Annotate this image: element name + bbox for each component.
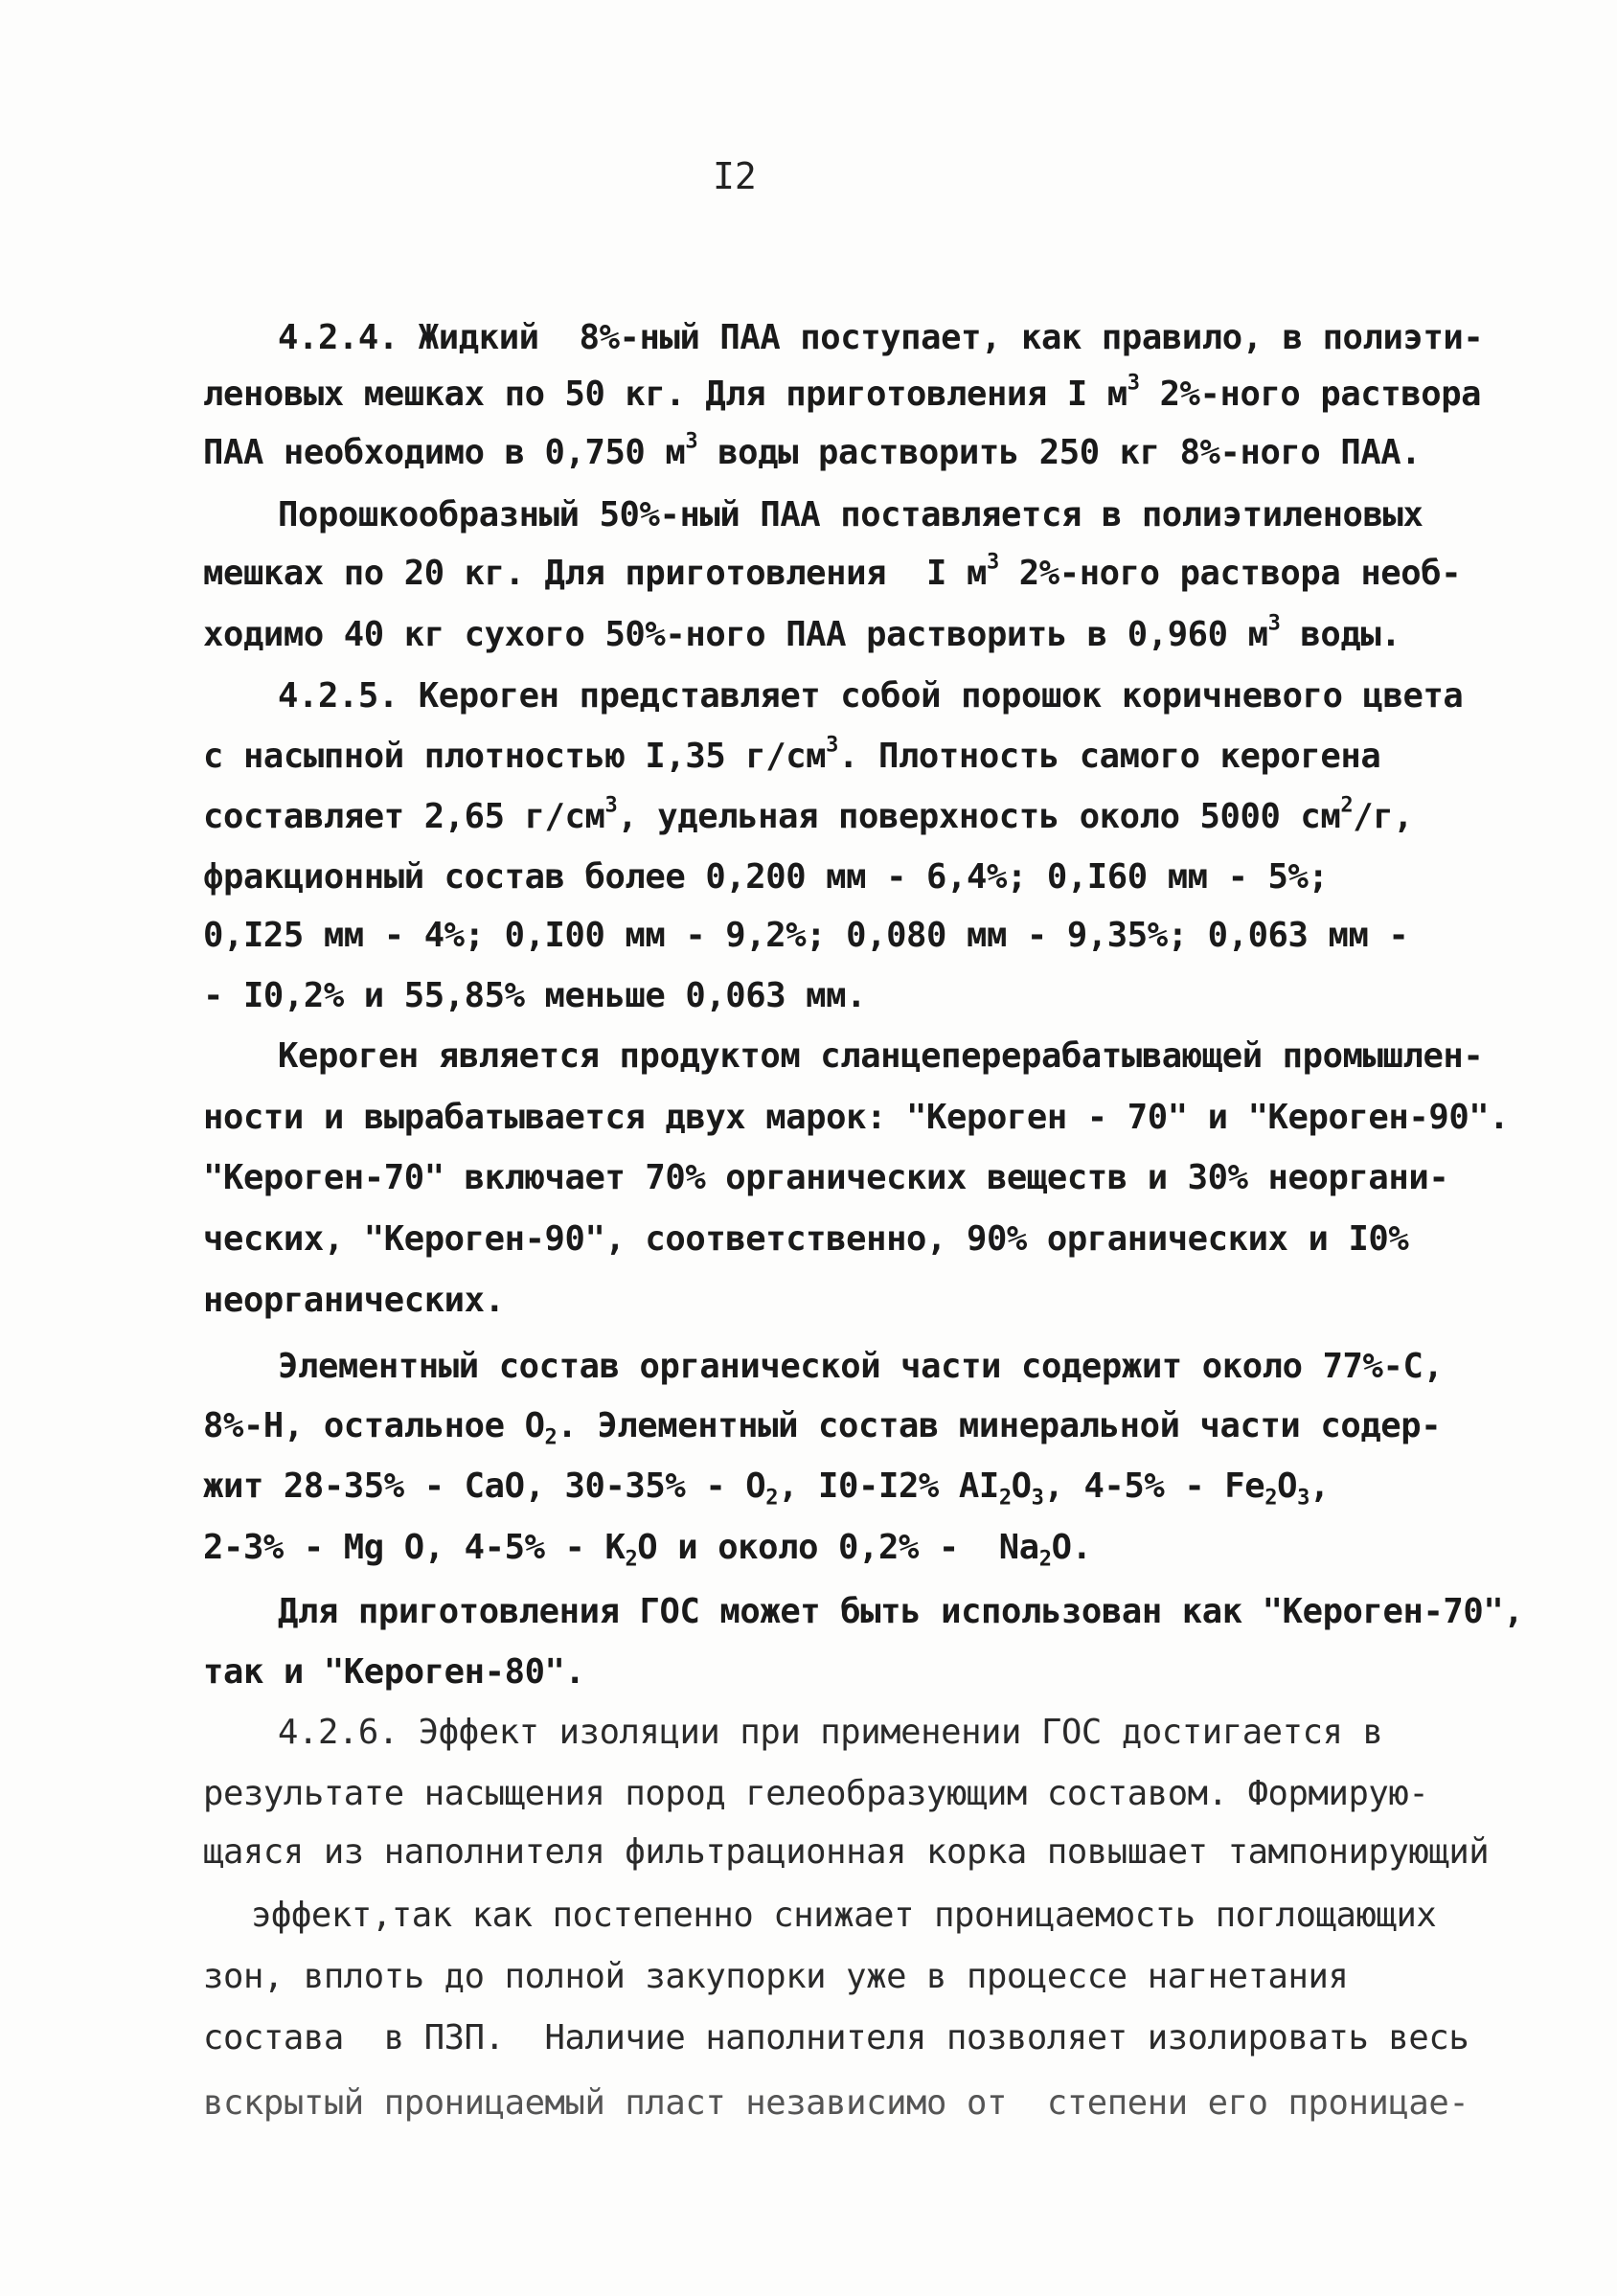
text-line-6: ходимо 40 кг сухого 50%-ного ПАА растворить в 0,960 $м^3$ воды. bbox=[203, 611, 1401, 654]
subscript: 2 bbox=[544, 1425, 558, 1450]
subscript: 2 bbox=[1038, 1547, 1052, 1572]
text-line-11: 0,I25 мм - 4%; 0,I00 мм - 9,2%; 0,080 мм - 9,35%; 0,063 мм - bbox=[203, 916, 1409, 955]
text-line-3: ПАА необходимо в 0,750 $м^3$ воды растворить 250 кг 8%-ного ПАА. bbox=[203, 429, 1422, 472]
subscript: 2 bbox=[1264, 1486, 1278, 1511]
text-line-9: составляет 2,65 $г/см^3$, удельная поверхность около 5000 $см^2/г$, bbox=[203, 793, 1414, 836]
text-line-24: 4.2.6. Эффект изоляции при применении ГОС достигается в bbox=[278, 1713, 1383, 1752]
text-line-5: мешках по 20 кг. Для приготовления I $м^3$ 2%-ного раствора необ- bbox=[203, 550, 1462, 593]
superscript: 3 bbox=[826, 733, 839, 758]
text-line-15: "Кероген-70" включает 70% органических веществ и 30% неоргани- bbox=[203, 1158, 1449, 1197]
text-line-12: - I0,2% и 55,85% меньше 0,063 мм. bbox=[203, 976, 867, 1015]
text-line-10: фракционный состав более 0,200 мм - 6,4%; 0,I60 мм - 5%; bbox=[203, 857, 1329, 897]
text-line-27: эффект,так как постепенно снижает проницаемость поглощающих bbox=[251, 1896, 1437, 1935]
superscript: 3 bbox=[685, 429, 698, 454]
text-line-13: Кероген является продуктом сланцеперерабатывающей промышлен- bbox=[278, 1036, 1484, 1076]
subscript: 3 bbox=[1297, 1486, 1310, 1511]
text-line-22: Для приготовления ГОС может быть использован как "Кероген-70", bbox=[278, 1592, 1524, 1631]
superscript: 3 bbox=[1267, 611, 1281, 636]
superscript: 3 bbox=[986, 550, 999, 575]
text-line-23: так и "Кероген-80". bbox=[203, 1652, 585, 1692]
subscript: 2 bbox=[998, 1486, 1012, 1511]
text-line-18: Элементный состав органической части содержит около 77%-C, bbox=[278, 1347, 1444, 1386]
superscript: 3 bbox=[1127, 371, 1140, 396]
text-line-28: зон, вплоть до полной закупорки уже в процессе нагнетания bbox=[203, 1957, 1349, 1996]
text-line-16: ческих, "Кероген-90", соответственно, 90% органических и I0% bbox=[203, 1219, 1409, 1259]
subscript: 3 bbox=[1031, 1486, 1044, 1511]
text-line-29: состава в ПЗП. Наличие наполнителя позволяет изолировать весь bbox=[203, 2018, 1469, 2057]
text-line-4: Порошкообразный 50%-ный ПАА поставляется в полиэтиленовых bbox=[278, 495, 1423, 534]
text-line-20: жит 28-35% - CaO, $30-35\% - O_2$, I0-I2% $AI_2O_3$, $4-5\% - Fe_2O_3$, bbox=[203, 1466, 1330, 1511]
text-line-21: 2-3% - Mg O, $4-5\% - K_2O$ и около $0,2\% - Na_2O$. bbox=[203, 1528, 1092, 1572]
subscript: 2 bbox=[625, 1547, 638, 1572]
text-line-2: леновых мешках по 50 кг. Для приготовления I $м^3$ 2%-ного раствора bbox=[203, 371, 1482, 414]
subscript: 2 bbox=[765, 1486, 779, 1511]
text-line-25: результате насыщения пород гелеобразующим составом. Формирую- bbox=[203, 1774, 1429, 1813]
text-line-26: щаяся из наполнителя фильтрационная корка повышает тампонирующий bbox=[203, 1832, 1490, 1872]
superscript: 2 bbox=[1340, 793, 1354, 818]
text-line-7: 4.2.5. Кероген представляет собой порошок коричневого цвета bbox=[278, 676, 1464, 716]
text-line-14: ности и вырабатывается двух марок: "Кероген - 70" и "Кероген-90". bbox=[203, 1098, 1510, 1137]
text-line-19: 8%-H, остальное $O_2$. Элементный состав минеральной части содер- bbox=[203, 1406, 1442, 1450]
page-number: I2 bbox=[713, 155, 757, 197]
text-line-30: вскрытый проницаемый пласт независимо от степени его проницае- bbox=[203, 2083, 1469, 2123]
text-line-17: неорганических. bbox=[203, 1281, 505, 1320]
superscript: 3 bbox=[604, 793, 618, 818]
text-line-8: с насыпной плотностью I,35 $г/см^3$. Плотность самого керогена bbox=[203, 733, 1381, 776]
text-line-1: 4.2.4. Жидкий 8%-ный ПАА поступает, как правило, в полиэти- bbox=[278, 318, 1484, 357]
